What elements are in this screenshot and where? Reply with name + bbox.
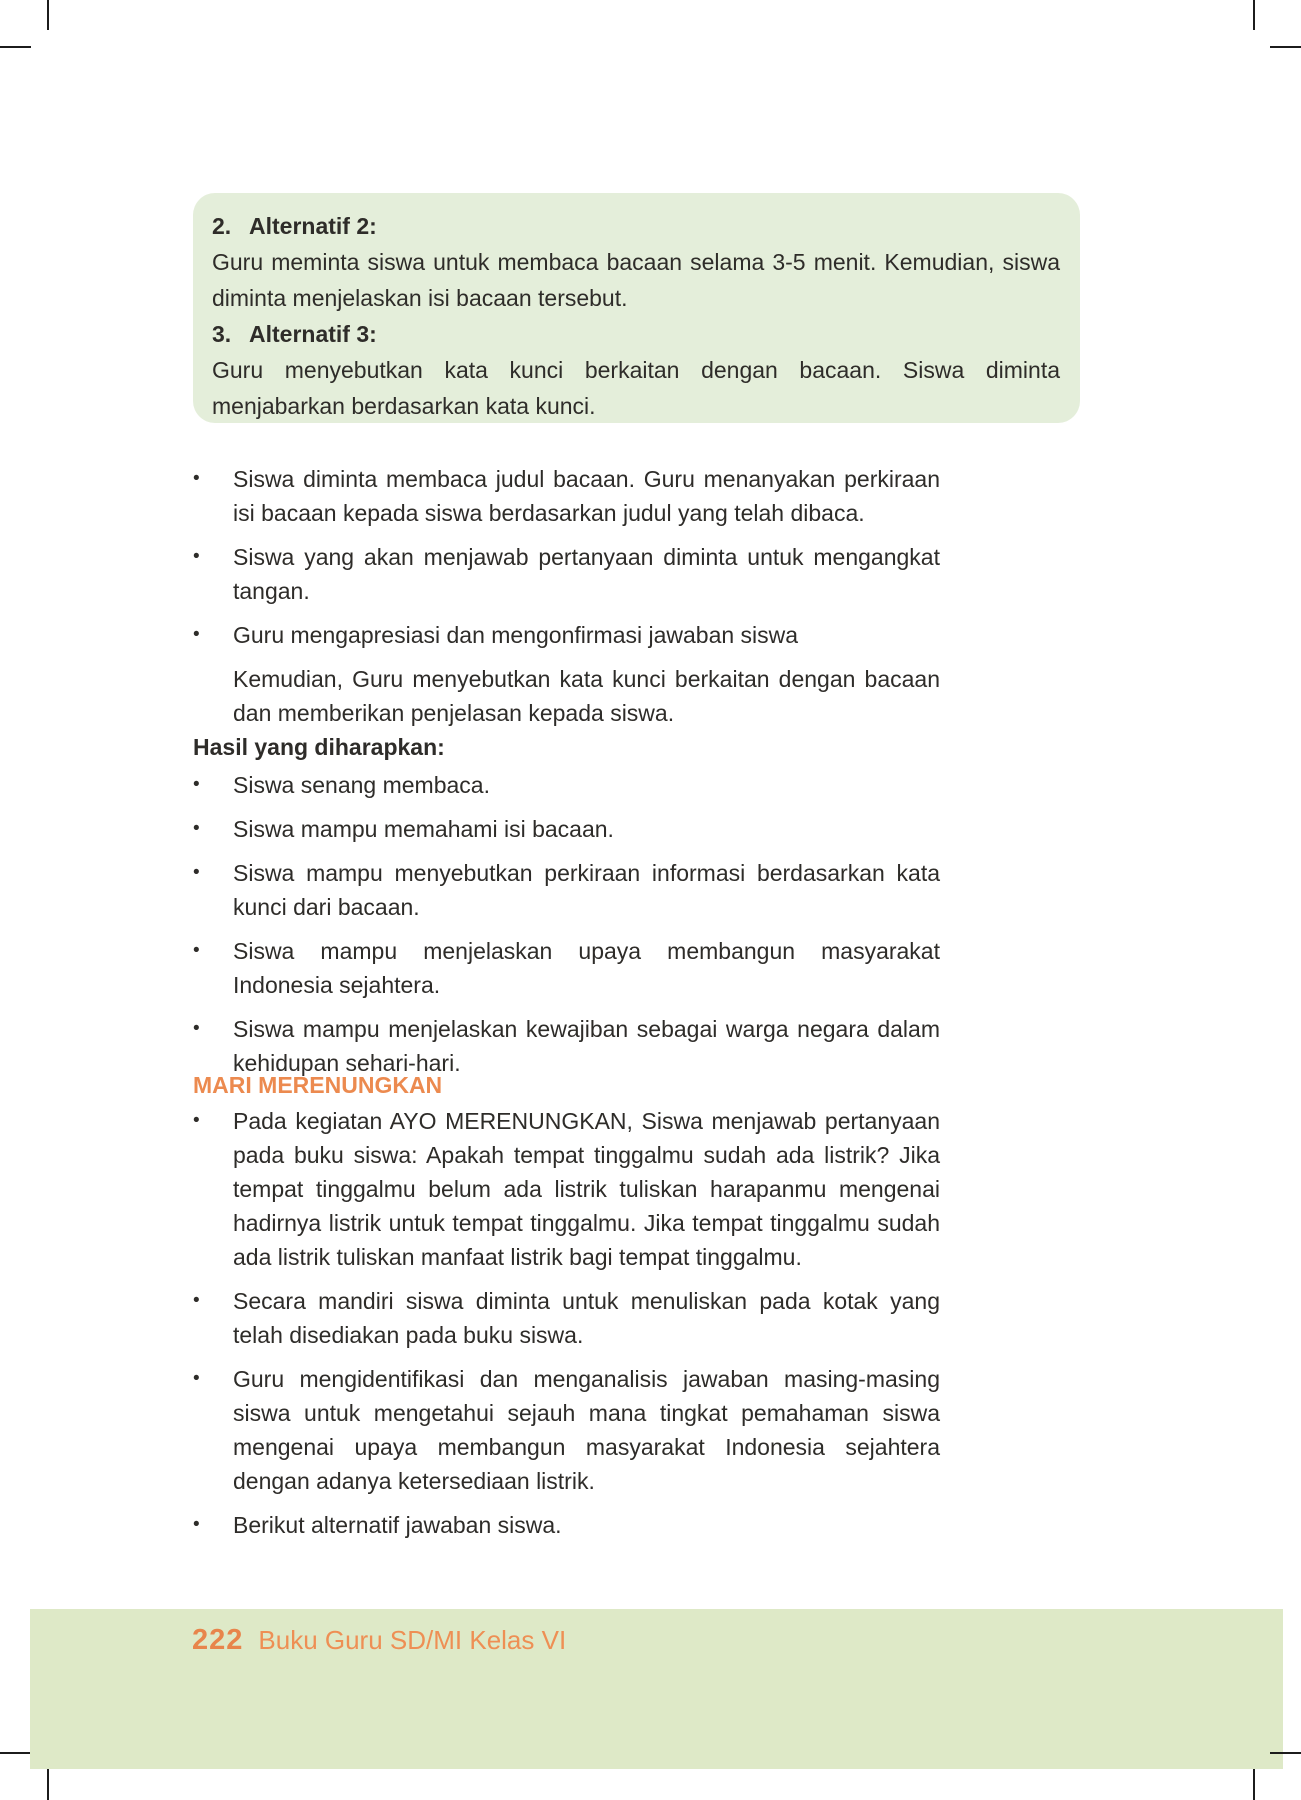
mari-merenungkan-heading: MARI MERENUNGKAN	[193, 1072, 443, 1098]
list-item	[193, 540, 940, 608]
crop-mark-bottom-right-horizontal	[1270, 1752, 1301, 1754]
alternative-3-body: Guru menyebutkan kata kunci berkaitan dengan bacaan. Siswa diminta menjabarkan berdasarkan kata kunci.	[212, 357, 1060, 419]
bullet-icon: •	[193, 624, 200, 645]
list-item	[193, 934, 940, 1002]
bullet-icon: •	[193, 1018, 200, 1039]
crop-mark-top-right-vertical	[1253, 0, 1255, 30]
list-item-text: Siswa diminta membaca judul bacaan. Guru menanyakan perkiraan isi bacaan kepada siswa berdasarkan judul yang telah dibaca.	[233, 466, 940, 526]
crop-mark-bottom-right-vertical	[1253, 1769, 1255, 1800]
alternative-3-number: 3.	[212, 321, 232, 347]
bullet-icon: •	[193, 546, 200, 567]
list-item-text: Guru mengapresiasi dan mengonfirmasi jawaban siswa	[233, 622, 799, 648]
crop-mark-top-right-horizontal	[1270, 46, 1301, 48]
list-item-text: Siswa mampu memahami isi bacaan.	[233, 816, 614, 842]
alternative-3-title: Alternatif 3:	[249, 321, 377, 347]
list-item-text: Guru mengidentifikasi dan menganalisis jawaban masing-masing siswa untuk mengetahui sejauh mana tingkat pemahaman siswa mengenai upaya membangun masyarakat Indonesia sejahtera dengan adanya ketersediaan listrik.	[233, 1366, 940, 1494]
bullet-icon: •	[193, 940, 200, 961]
footer	[192, 1624, 566, 1657]
list-item-text: Siswa yang akan menjawab pertanyaan diminta untuk mengangkat tangan.	[233, 544, 940, 604]
continuation-paragraph: Kemudian, Guru menyebutkan kata kunci berkaitan dengan bacaan dan memberikan penjelasan kepada siswa.	[233, 666, 940, 726]
alternative-3-heading	[212, 316, 1060, 352]
list-item	[193, 1362, 940, 1498]
mari-merenungkan-section	[193, 1068, 940, 1542]
book-title: Buku Guru SD/MI Kelas VI	[258, 1625, 567, 1655]
list-item-text: Berikut alternatif jawaban siswa.	[233, 1512, 562, 1538]
list-item-text: Siswa senang membaca.	[233, 772, 490, 798]
list-item	[193, 1508, 940, 1542]
bullet-icon: •	[193, 818, 200, 839]
activity-bullet-list	[193, 462, 940, 730]
list-item	[193, 1284, 940, 1352]
bullet-icon: •	[193, 468, 200, 489]
bullet-icon: •	[193, 1290, 200, 1311]
bullet-icon: •	[193, 862, 200, 883]
list-item-text: Pada kegiatan AYO MERENUNGKAN, Siswa menjawab pertanyaan pada buku siswa: Apakah tempat tinggalmu sudah ada listrik? Jika tempat tinggalmu belum ada listrik tuliskan harapanmu mengenai hadirnya listrik untuk tempat tinggalmu. Jika tempat tinggalmu sudah ada listrik tuliskan manfaat listrik bagi tempat tinggalmu.	[233, 1108, 940, 1270]
list-item	[193, 462, 940, 530]
list-item	[193, 812, 940, 846]
bullet-icon: •	[193, 1368, 200, 1389]
list-item	[193, 618, 940, 652]
footer-band	[30, 1609, 1283, 1769]
list-item-text: Siswa mampu menjelaskan kewajiban sebagai warga negara dalam kehidupan sehari-hari.	[233, 1016, 940, 1076]
list-item-text: Siswa mampu menjelaskan upaya membangun masyarakat Indonesia sejahtera.	[233, 938, 940, 998]
crop-mark-top-left-vertical	[47, 0, 49, 30]
expected-results-section	[193, 730, 940, 1080]
expected-results-heading: Hasil yang diharapkan:	[193, 734, 445, 760]
crop-mark-bottom-left-vertical	[47, 1769, 49, 1800]
crop-mark-bottom-left-horizontal	[0, 1752, 31, 1754]
list-item-text: Secara mandiri siswa diminta untuk menuliskan pada kotak yang telah disediakan pada buku siswa.	[233, 1288, 940, 1348]
bullet-icon: •	[193, 774, 200, 795]
crop-mark-top-left-horizontal	[0, 46, 31, 48]
list-item	[193, 1104, 940, 1274]
alternative-2-body: Guru meminta siswa untuk membaca bacaan selama 3-5 menit. Kemudian, siswa diminta menjelaskan isi bacaan tersebut.	[212, 249, 1060, 311]
page-number: 222	[192, 1624, 244, 1656]
list-item	[193, 768, 940, 802]
bullet-icon: •	[193, 1514, 200, 1535]
list-item-text: Siswa mampu menyebutkan perkiraan informasi berdasarkan kata kunci dari bacaan.	[233, 860, 940, 920]
list-item	[193, 856, 940, 924]
bullet-icon: •	[193, 1110, 200, 1131]
alternative-2-number: 2.	[212, 213, 232, 239]
alternative-2-heading	[212, 208, 1060, 244]
alternatives-callout-box	[193, 193, 1080, 423]
alternative-2-title: Alternatif 2:	[249, 213, 377, 239]
